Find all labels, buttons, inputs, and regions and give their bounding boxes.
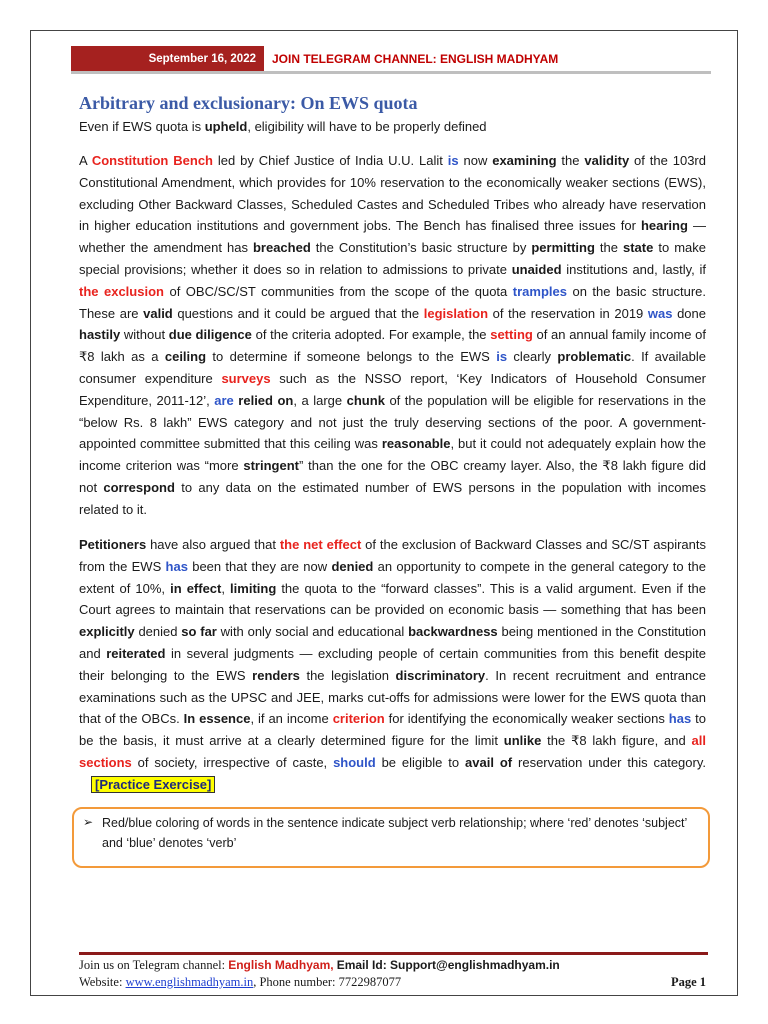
paragraph-1: A Constitution Bench led by Chief Justice of India U.U. Lalit is now examining the validity of the 103rd Constitutional Amendment, which provides for 10% reservation to the economically weaker sections (EWS), excluding Other Backward Classes, Scheduled Castes and Scheduled Tribes who already have reservation in higher education institutions and government jobs. The Bench has finalised three issues for hearing — whether the amendment has breached the Constitution’s basic structure by permitting the state to make special provisions; whether it does so in relation to admissions to private unaided institutions and, lastly, if the exclusion of OBC/SC/ST communities from the scope of the quota tramples on the basic structure. These are valid questions and it could be argued that the legislation of the reservation in 2019 was done hastily without due diligence of the criteria adopted. For example, the setting of an annual family income of ₹8 lakh as a ceiling to determine if someone belongs to the EWS is clearly problematic. If available consumer expenditure surveys such as the NSSO report, ‘Key Indicators of Household Consumer Expenditure, 2011-12’, are relied on, a large chunk of the population will be eligible for reservations in the “below Rs. 8 lakh” EWS category and not just the truly deserving sections of the poor. A government-appointed committee submitted that this ceiling was reasonable, but it could not adequately explain how the income criterion was “more stringent” than the one for the OBC creamy layer. Also, the ₹8 lakh figure did not correspond to any data on the estimated number of EWS persons in the population with incomes related to it. [79,153,707,517]
article-title: Arbitrary and exclusionary: On EWS quota [79,93,418,113]
paragraph-2: Petitioners have also argued that the net effect of the exclusion of Backward Classes and SC/ST aspirants from the EWS has been that they are now denied an opportunity to compete in the general category to the extent of 10%, in effect, limiting the quota to the “forward classes”. This is a valid argument. Even if the Court agrees to maintain that reservations can be provided on economic basis — something that has been explicitly denied so far with only social and educational backwardness being mentioned in the Constitution and reiterated in several judgments — excluding people of certain communities from this benefit despite their belonging to the EWS renders the legislation discriminatory. In recent recruitment and entrance examinations such as the UPSC and JEE, marks cut-offs for admissions were lower for the EWS quota than that of the OBCs. In essence, if an income criterion for identifying the economically weaker sections has to be the basis, it must arrive at a clearly determined figure for the limit unlike the ₹8 lakh figure, and all sections of society, irrespective of caste, should be eligible to avail of reservation under this category. [Practice Exercise] [79,537,707,792]
footer-rule [79,952,708,955]
article-subtitle: Even if EWS quota is upheld, eligibility will have to be properly defined [79,119,487,134]
header-bar [71,46,711,74]
page-number: Page 1 [670,975,706,989]
arrow-bullet-icon: ➢ [83,815,94,829]
telegram-channel-link[interactable]: English Madhyam, [228,958,334,972]
footer-contact: Join us on Telegram channel: English Madhyam, Email Id: Support@englishmadhyam.in [79,958,560,972]
note-box [72,807,710,868]
website-link[interactable]: www.englishmadhyam.in [125,975,254,989]
practice-exercise-tag[interactable]: [Practice Exercise] [91,776,215,793]
footer-website: Website: www.englishmadhyam.in, Phone number: 7722987077 [79,975,402,989]
note-text: Red/blue coloring of words in the sentence indicate subject verb relationship; where ‘red’ denotes ‘subject’ and ‘blue’ denotes ‘verb’ [102,816,687,850]
date-badge: September 16, 2022 [71,46,264,74]
telegram-banner[interactable]: JOIN TELEGRAM CHANNEL: ENGLISH MADHYAM [264,46,711,74]
email-text: Email Id: Support@englishmadhyam.in [336,958,560,972]
